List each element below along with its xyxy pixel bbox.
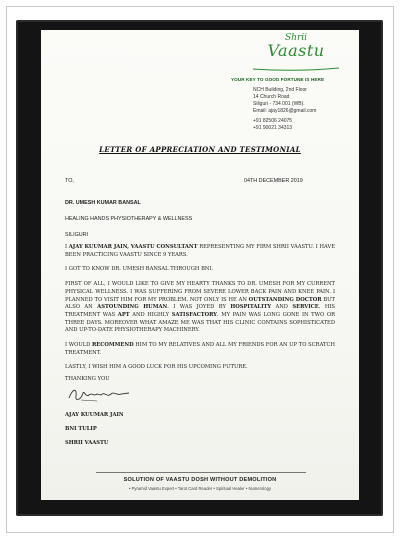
logo-shrii: Shrii [284,33,308,43]
address-line: Siliguri - 734 001 (WB). [253,101,305,107]
signatory-name: AJAY KUUMAR JAIN [65,412,124,418]
phone-number: +91 90021 34313 [253,125,293,131]
picture-frame [16,20,383,516]
phone-number: +91 82506 24075 [253,118,293,124]
closing-thanks: THANKING YOU [65,376,110,382]
text-run: FIRST OF ALL, I WOULD LIKE TO GIVE MY HEARTY THANKS TO DR. UMESH FOR MY CURRENT PHYSICAL WELLNESS. I WAS SUFFERING FROM SEVERE LOWER BACK PAIN AND KNEE PAIN. I PLANNED TO VISIT HIM FOR MY PROBLEM. NOT ONLY IS HE AN [65,281,335,303]
text-run: I [65,244,69,250]
text-run: AND HIGHLY [129,311,172,318]
footer-divider [96,472,306,473]
letter-date: 04TH DECEMBER 2019 [244,178,303,184]
signature-icon [67,386,137,404]
to-label: TO, [65,178,74,184]
logo-vaastu: Vaastu [267,41,325,60]
letter-title: LETTER OF APPRECIATION AND TESTIMONIAL [99,145,301,154]
recipient-org: HEALING HANDS PHYSIOTHERAPY & WELLNESS [65,216,193,222]
text-run: HIM TO MY RELATIVES AND ALL MY FRIENDS FOR AN UP TO SCRATCH TREATMENT. [65,342,335,356]
footer-title: SOLUTION OF VAASTU DOSH WITHOUT DEMOLITION [123,477,277,483]
signatory-block [65,408,185,450]
recipient-name: DR. UMESH KUMAR BANSAL [65,200,141,206]
footer-services: • Pyramid Vaastu Expert • Tarot Card Reader • Spiritual Healer • Numerology [128,486,272,491]
text-run-bold: ASTOUNDING HUMAN [97,304,168,311]
text-run-bold: AJAY KUUMAR JAIN, VAASTU CONSULTANT [68,244,198,250]
text-run-bold: APT [117,311,130,318]
paragraph: LASTLY, I WISH HIM A GOOD LUCK FOR HIS UPCOMING FUTURE. [65,364,248,371]
text-run-bold: SATISFACTORY [171,311,217,318]
paragraph [65,281,335,335]
text-run: I WOULD [65,342,92,349]
text-run: . HIS TREATMENT WAS [65,304,335,318]
recipient-city: SILIGURI [65,232,89,238]
letter-body [65,244,335,379]
address-block [253,87,353,132]
logo-underline-icon [251,66,341,72]
signatory-chapter: BNI TULIP [65,426,97,432]
text-run-bold: OUTSTANDING DOCTOR [248,296,322,303]
paragraph [65,342,335,357]
text-run: . I WAS JOYED BY [167,304,231,311]
address-line: NCH Building, 2nd Floor [253,87,307,93]
text-run: REPRESENTING MY FIRM SHRII VAASTU. I HAVE BEEN PRACTICING VAASTU SINCE 9 YEARS. [65,244,335,258]
letter-paper [41,30,359,500]
text-run-bold: RECOMMEND [92,342,134,349]
brand-tagline: YOUR KEY TO GOOD FORTUNE IS HERE [231,77,325,82]
signatory-firm: SHRII VAASTU [65,440,109,446]
text-run: . MY PAIN WAS LONG GONE IN TWO OR THREE DAYS. MOREOVER WHAT AMAZE ME WAS THAT HIS CLINIC CONTAINS SOPHISTICATED AND UP-TO-DATE PHYSIOTHERAPY MACHINERY. [65,311,335,334]
text-run: AND [271,304,293,311]
text-run-bold: HOSPITALITY [230,304,272,311]
address-line: 14 Church Road [253,94,290,100]
text-run-bold: SERVICE [292,304,319,311]
paragraph: I GOT TO KNOW DR. UMESH BANSAL THROUGH BNI. [65,266,214,273]
address-phones [253,118,353,132]
address-email: Email: ajay1826@gmail.com [253,108,317,114]
recipient-block [65,195,325,243]
paragraph [65,244,335,259]
brand-logo [241,34,351,77]
text-run: BUT ALSO AN [65,296,336,311]
